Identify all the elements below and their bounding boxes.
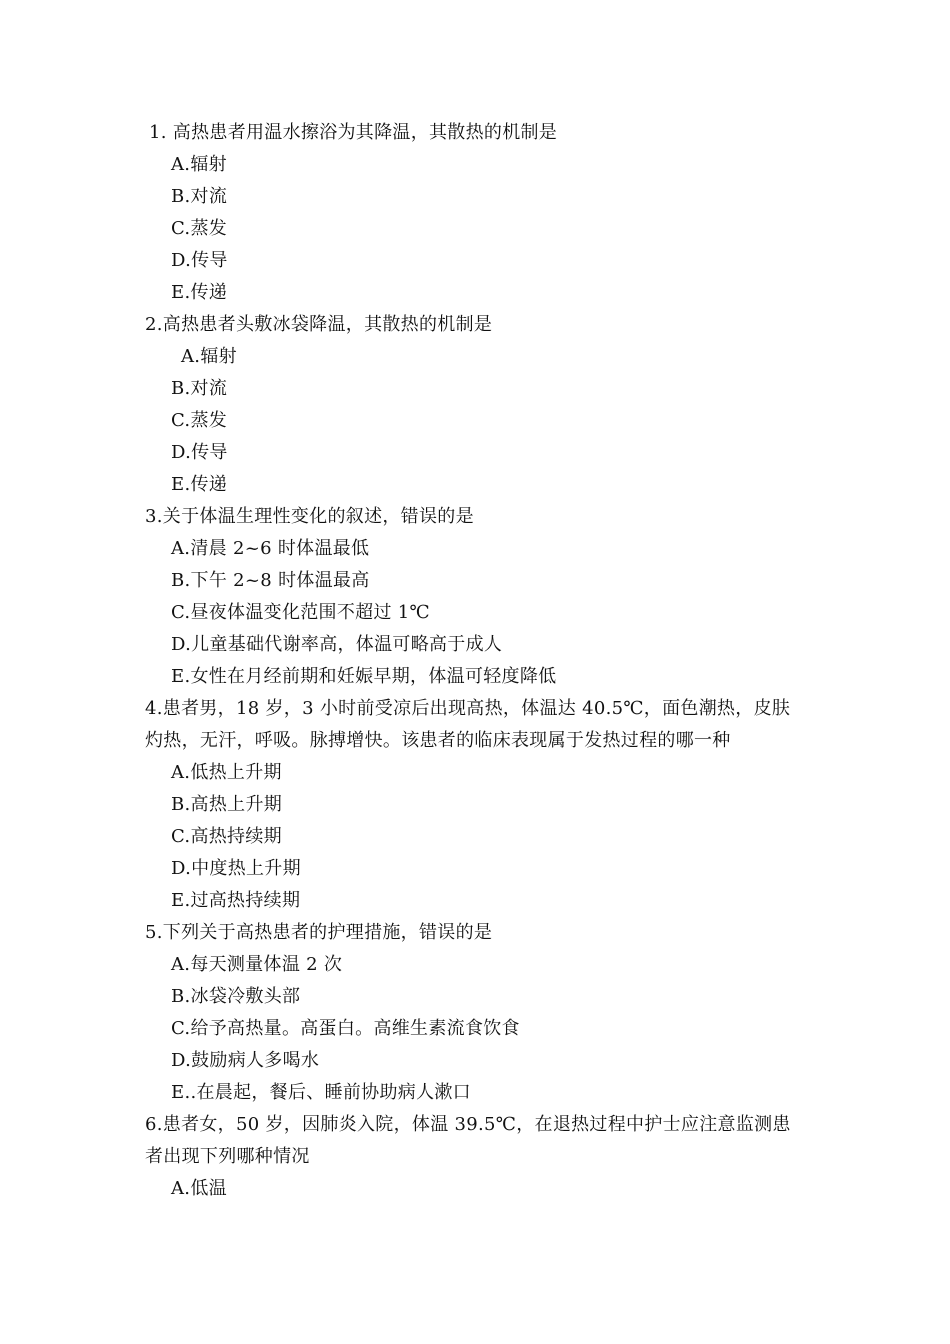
- question-4-stem-line-2: 灼热，无汗，呼吸。脉搏增快。该患者的临床表现属于发热过程的哪一种: [145, 730, 731, 751]
- question-4-option-b: B.高热上升期: [171, 794, 283, 815]
- question-4-option-d: D.中度热上升期: [171, 858, 301, 879]
- question-2-option-b: B.对流: [171, 378, 228, 399]
- question-3-option-b: B.下午 2~8 时体温最高: [171, 570, 370, 591]
- question-1-option-c: C.蒸发: [171, 218, 228, 239]
- question-3-option-c: C.昼夜体温变化范围不超过 1℃: [171, 602, 430, 623]
- question-5-option-c: C.给予高热量。高蛋白。高维生素流食饮食: [171, 1018, 520, 1039]
- question-2-option-c: C.蒸发: [171, 410, 228, 431]
- question-3-stem: 3.关于体温生理性变化的叙述，错误的是: [145, 506, 474, 527]
- question-6-option-a: A.低温: [171, 1178, 227, 1199]
- question-5-option-b: B.冰袋冷敷头部: [171, 986, 301, 1007]
- question-6-stem-line-1: 6.患者女，50 岁，因肺炎入院，体温 39.5℃，在退热过程中护士应注意监测患: [145, 1114, 791, 1135]
- question-3-option-d: D.儿童基础代谢率高，体温可略高于成人: [171, 634, 503, 655]
- question-2-option-d: D.传导: [171, 442, 228, 463]
- question-5-option-a: A.每天测量体温 2 次: [171, 954, 343, 975]
- question-6-stem-line-2: 者出现下列哪种情况: [145, 1146, 310, 1167]
- question-3-option-a: A.清晨 2~6 时体温最低: [171, 538, 370, 559]
- question-3-option-e: E.女性在月经前期和妊娠早期，体温可轻度降低: [171, 666, 557, 687]
- question-list: [145, 117, 815, 1205]
- question-4-stem-line-1: 4.患者男，18 岁，3 小时前受凉后出现高热，体温达 40.5℃，面色潮热，皮肤: [145, 698, 791, 719]
- question-1-option-d: D.传导: [171, 250, 228, 271]
- question-5-option-e: E..在晨起，餐后、睡前协助病人漱口: [171, 1082, 471, 1103]
- question-5-option-d: D.鼓励病人多喝水: [171, 1050, 320, 1071]
- question-4-option-c: C.高热持续期: [171, 826, 282, 847]
- question-2-option-a: A.辐射: [181, 346, 237, 367]
- question-1-option-b: B.对流: [171, 186, 228, 207]
- question-1-option-a: A.辐射: [171, 154, 227, 175]
- question-2-stem: 2.高热患者头敷冰袋降温，其散热的机制是: [145, 314, 493, 335]
- question-4-option-a: A.低热上升期: [171, 762, 282, 783]
- question-4-option-e: E.过高热持续期: [171, 890, 301, 911]
- question-5-stem: 5.下列关于高热患者的护理措施，错误的是: [145, 922, 493, 943]
- question-1-option-e: E.传递: [171, 282, 228, 303]
- question-2-option-e: E.传递: [171, 474, 228, 495]
- question-1-stem: 1. 高热患者用温水擦浴为其降温，其散热的机制是: [149, 122, 558, 143]
